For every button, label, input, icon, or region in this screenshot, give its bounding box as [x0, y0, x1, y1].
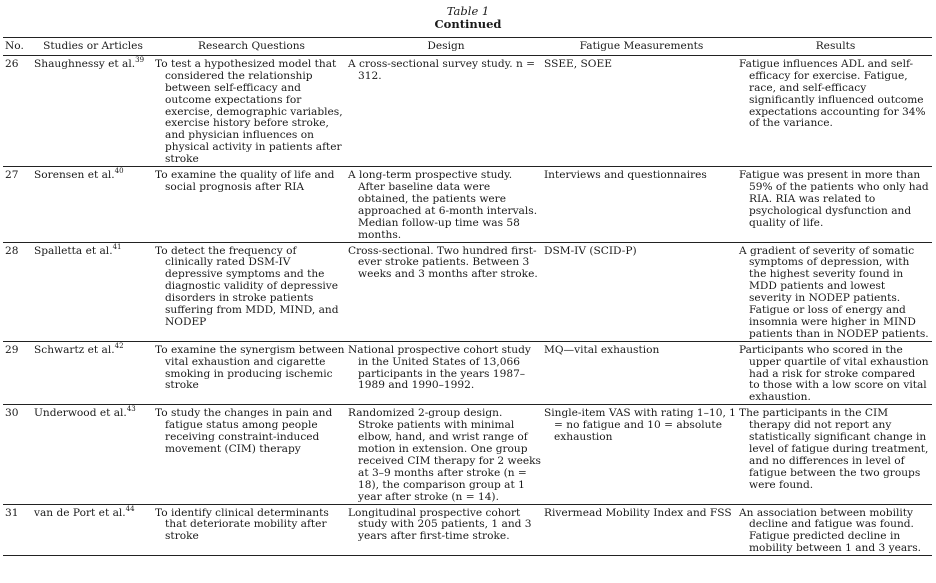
fatigue-measurement: SSEE, SOEE — [544, 55, 739, 166]
header-no: No. — [3, 38, 31, 56]
study-design: Cross-sectional. Two hundred first-ever stroke patients. Between 3 weeks and 3 months after stroke. — [348, 242, 544, 341]
study-author — [31, 55, 155, 166]
study-design: Longitudinal prospective cohort study with 205 patients, 1 and 3 years after first-time stroke. — [348, 504, 544, 556]
row-number: 27 — [3, 167, 31, 242]
table-row — [3, 405, 932, 504]
table-subtitle: Continued — [434, 17, 502, 31]
author-name: Schwartz et al. — [34, 343, 115, 356]
study-result: A gradient of severity of somatic symptoms of depression, with the highest severity found in MDD patients and lowest severity in NODEP patients. Fatigue or loss of energy and insomnia were higher in MIND patients than in NODEP patients. — [739, 242, 932, 341]
row-number: 31 — [3, 504, 31, 556]
fatigue-measurement: Interviews and questionnaires — [544, 167, 739, 242]
reference-number: 42 — [114, 341, 124, 350]
study-author — [31, 405, 155, 504]
study-design: Randomized 2-group design. Stroke patients with minimal elbow, hand, and wrist range of motion in extension. One group received CIM therapy for 2 weeks at 3–9 months after stroke (n = 18), the comparison group at 1 year after stroke (n = 14). — [348, 405, 544, 504]
fatigue-measurement: Single-item VAS with rating 1–10, 1 = no fatigue and 10 = absolute exhaustion — [544, 405, 739, 504]
header-design: Design — [348, 38, 544, 56]
row-number: 29 — [3, 341, 31, 405]
header-results: Results — [739, 38, 932, 56]
study-result: The participants in the CIM therapy did not report any statistically significant change in level of fatigue during treatment, and no differences in level of fatigue between the two groups were found. — [739, 405, 932, 504]
table-row — [3, 341, 932, 405]
research-question: To examine the synergism between vital exhaustion and cigarette smoking in producing ischemic stroke — [155, 341, 348, 405]
reference-number: 41 — [112, 242, 122, 251]
fatigue-measurement: Rivermead Mobility Index and FSS — [544, 504, 739, 556]
study-author — [31, 167, 155, 242]
table-row — [3, 242, 932, 341]
fatigue-measurement: DSM-IV (SCID-P) — [544, 242, 739, 341]
table-header-row — [3, 38, 932, 56]
header-questions: Research Questions — [155, 38, 348, 56]
research-question: To study the changes in pain and fatigue status among people receiving constraint-induced movement (CIM) therapy — [155, 405, 348, 504]
research-question: To test a hypothesized model that considered the relationship between self-efficacy and outcome expectations for exercise, demographic variables, exercise history before stroke, and physician influences on physical activity in patients after stroke — [155, 55, 348, 166]
research-question: To identify clinical determinants that deteriorate mobility after stroke — [155, 504, 348, 556]
row-number: 26 — [3, 55, 31, 166]
study-result: Fatigue influences ADL and self-efficacy for exercise. Fatigue, race, and self-efficacy significantly influenced outcome expectations accounting for 34% of the variance. — [739, 55, 932, 166]
author-name: Shaughnessy et al. — [34, 57, 136, 70]
header-studies: Studies or Articles — [31, 38, 155, 56]
study-author — [31, 341, 155, 405]
author-name: Spalletta et al. — [34, 244, 113, 257]
row-number: 28 — [3, 242, 31, 341]
study-author — [31, 242, 155, 341]
research-question: To examine the quality of life and social prognosis after RIA — [155, 167, 348, 242]
research-question: To detect the frequency of clinically rated DSM-IV depressive symptoms and the diagnostic validity of depressive disorders in stroke patients suffering from MDD, MIND, and NODEP — [155, 242, 348, 341]
reference-number: 40 — [114, 167, 124, 176]
study-design: National prospective cohort study in the United States of 13,066 participants in the years 1987–1989 and 1990–1992. — [348, 341, 544, 405]
table-row — [3, 504, 932, 556]
table-title: Table 1 — [446, 4, 490, 18]
fatigue-measurement: MQ—vital exhaustion — [544, 341, 739, 405]
study-result: Fatigue was present in more than 59% of the patients who only had RIA. RIA was related to psychological dysfunction and quality of life. — [739, 167, 932, 242]
row-number: 30 — [3, 405, 31, 504]
author-name: Sorensen et al. — [34, 169, 115, 182]
reference-number: 43 — [126, 405, 136, 414]
reference-number: 39 — [135, 55, 145, 64]
author-name: Underwood et al. — [34, 407, 127, 420]
study-design: A cross-sectional survey study. n = 312. — [348, 55, 544, 166]
study-design: A long-term prospective study. After baseline data were obtained, the patients were approached at 6-month intervals. Median follow-up time was 58 months. — [348, 167, 544, 242]
study-author — [31, 504, 155, 556]
reference-number: 44 — [125, 504, 135, 513]
table-row — [3, 55, 932, 166]
study-result: An association between mobility decline and fatigue was found. Fatigue predicted decline in mobility between 1 and 3 years. — [739, 504, 932, 556]
studies-table — [3, 37, 932, 556]
author-name: van de Port et al. — [34, 506, 126, 519]
header-fatigue: Fatigue Measurements — [544, 38, 739, 56]
table-caption — [0, 0, 936, 31]
study-result: Participants who scored in the upper quartile of vital exhaustion had a risk for stroke compared to those with a low score on vital exhaustion. — [739, 341, 932, 405]
table-row — [3, 167, 932, 242]
